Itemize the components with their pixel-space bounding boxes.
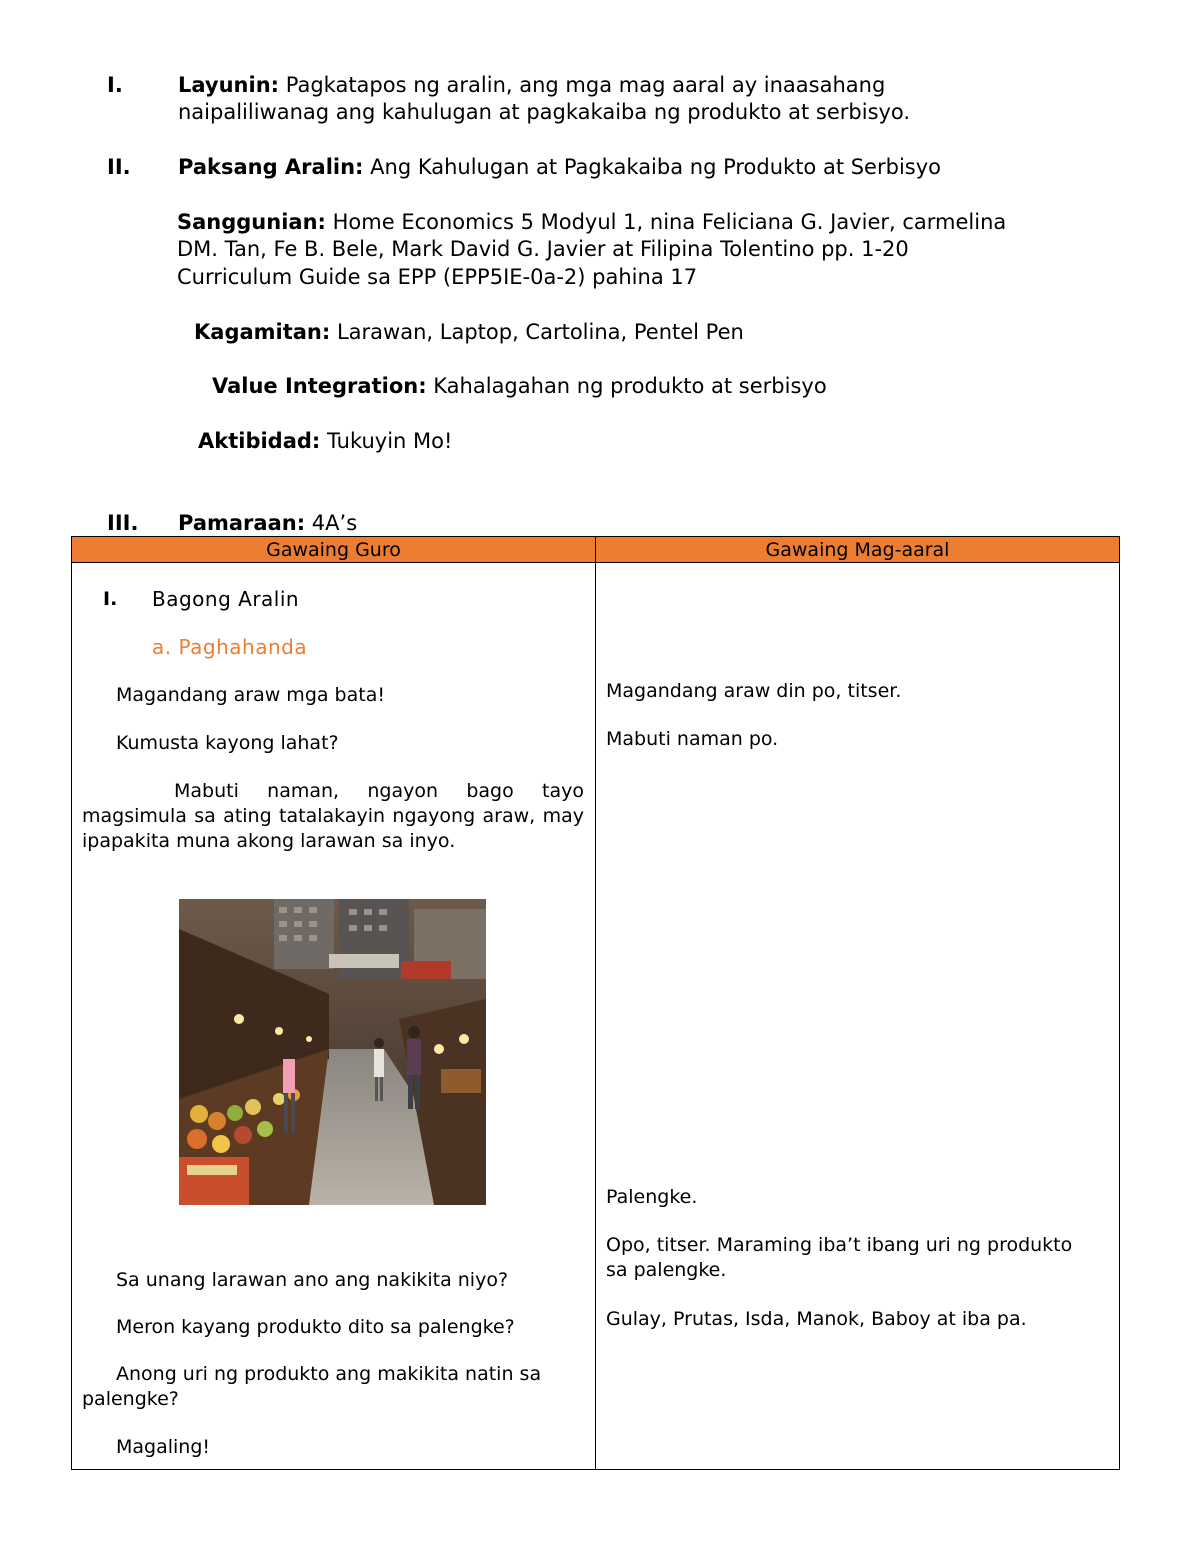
value-integration-text: Kahalagahan ng produkto at serbisyo	[433, 374, 827, 398]
paksang-aralin-label: Paksang Aralin:	[178, 155, 364, 179]
paksang-aralin-text: Ang Kahulugan at Pagkakaiba ng Produkto at Serbisyo	[370, 155, 941, 179]
layunin-line1	[178, 72, 1138, 99]
pamaraan-label: Pamaraan:	[178, 511, 306, 535]
sanggunian-line3: Curriculum Guide sa EPP (EPP5IE-0a-2) pahina 17	[177, 265, 698, 289]
kagamitan-label: Kagamitan:	[194, 320, 331, 344]
mag-aaral-line-gulay: Gulay, Prutas, Isda, Manok, Baboy at iba pa.	[606, 1308, 1027, 1330]
value-integration	[212, 373, 1112, 400]
paksang-aralin	[178, 154, 1138, 181]
sanggunian-line2: DM. Tan, Fe B. Bele, Mark David G. Javier at Filipina Tolentino pp. 1-20	[177, 237, 909, 261]
bagong-aralin-numeral: I.	[103, 588, 118, 610]
section-numeral-i: I.	[107, 73, 123, 97]
mag-aaral-line-greeting: Magandang araw din po, titser.	[606, 680, 902, 702]
layunin-label: Layunin:	[178, 73, 280, 97]
header-gawaing-guro: Gawaing Guro	[72, 537, 596, 563]
guro-cell	[72, 563, 596, 1470]
pamaraan	[178, 510, 778, 537]
value-integration-label: Value Integration:	[212, 374, 427, 398]
guro-line-kumusta: Kumusta kayong lahat?	[116, 732, 339, 754]
aktibidad	[198, 428, 1098, 455]
aktibidad-label: Aktibidad:	[198, 429, 321, 453]
sanggunian-line1	[177, 209, 1157, 236]
market-photo-illustration	[179, 899, 486, 1205]
sanggunian-text: Home Economics 5 Modyul 1, nina Feliciana G. Javier, carmelina	[332, 210, 1007, 234]
kagamitan-text: Larawan, Laptop, Cartolina, Pentel Pen	[336, 320, 744, 344]
guro-line-question2: Meron kayang produkto dito sa palengke?	[116, 1316, 515, 1338]
section-numeral-iii: III.	[107, 511, 139, 535]
aktibidad-text: Tukuyin Mo!	[327, 429, 453, 453]
layunin-text: Pagkatapos ng aralin, ang mga mag aaral ay inaasahang	[285, 73, 886, 97]
kagamitan	[194, 319, 1094, 346]
mag-aaral-line-palengke: Palengke.	[606, 1186, 698, 1208]
section-numeral-ii: II.	[107, 155, 131, 179]
mag-aaral-cell	[596, 563, 1120, 1470]
guro-line-intro: Mabuti naman, ngayon bago tayo magsimula sa ating tatalakayin ngayong araw, may ipapakita muna akong larawan sa inyo.	[82, 780, 584, 852]
lesson-plan-table	[71, 536, 1120, 1470]
sanggunian-label: Sanggunian:	[177, 210, 326, 234]
mag-aaral-line-mabuti: Mabuti naman po.	[606, 728, 779, 750]
paghahanda-subtitle: a. Paghahanda	[152, 635, 308, 659]
mag-aaral-line-opo: Opo, titser. Maraming iba’t ibang uri ng produkto sa palengke.	[606, 1234, 1073, 1281]
guro-line-question3: Anong uri ng produkto ang makikita natin sa palengke?	[82, 1363, 542, 1410]
pamaraan-text: 4A’s	[311, 511, 358, 535]
guro-line-magaling: Magaling!	[116, 1436, 211, 1458]
layunin-line2: naipaliliwanag ang kahulugan at pagkakaiba ng produkto at serbisyo.	[178, 100, 911, 124]
guro-line-greeting: Magandang araw mga bata!	[116, 684, 385, 706]
bagong-aralin-title: Bagong Aralin	[152, 587, 300, 611]
market-photo	[179, 899, 486, 1205]
header-gawaing-mag-aaral: Gawaing Mag-aaral	[596, 537, 1120, 563]
guro-line-question1: Sa unang larawan ano ang nakikita niyo?	[116, 1269, 509, 1291]
